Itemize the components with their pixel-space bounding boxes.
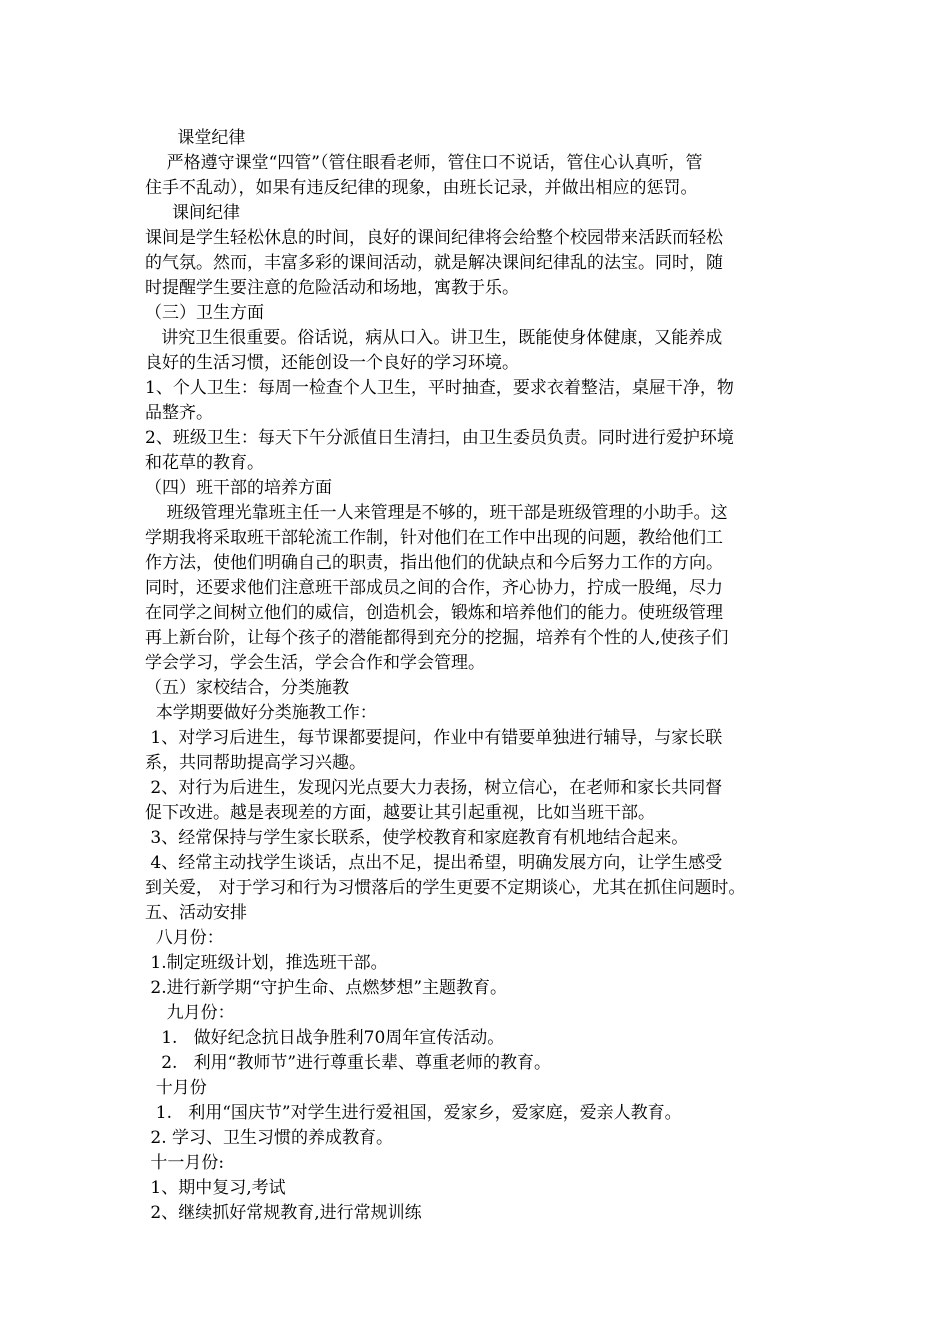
paragraph-line: 班级管理光靠班主任一人来管理是不够的，班干部是班级管理的小助手。这 (145, 503, 728, 523)
list-item: 到关爱， 对于学习和行为习惯落后的学生更要不定期谈心，尤其在抓住问题时。 (145, 878, 746, 898)
list-item: 和花草的教育。 (145, 453, 264, 473)
section-heading-home-school: （五）家校结合，分类施教 (145, 678, 349, 698)
month-heading: 十一月份: (145, 1153, 225, 1173)
list-item: 4、经常主动找学生谈话，点出不足，提出希望，明确发展方向，让学生感受 (145, 853, 723, 873)
paragraph-line: 严格遵守课堂“四管”（管住眼看老师，管住口不说话，管住心认真听，管 (145, 153, 703, 173)
paragraph-line: 同时，还要求他们注意班干部成员之间的合作，齐心协力，拧成一股绳，尽力 (145, 578, 723, 598)
list-item: 系，共同帮助提高学习兴趣。 (145, 753, 366, 773)
list-item: 1. 利用“国庆节”对学生进行爱祖国，爱家乡，爱家庭，爱亲人教育。 (145, 1103, 682, 1123)
list-item: 2. 学习、卫生习惯的养成教育。 (145, 1128, 394, 1148)
paragraph-line: 学期我将采取班干部轮流工作制，针对他们在工作中出现的问题，教给他们工 (145, 528, 723, 548)
heading-break-discipline: 课间纪律 (145, 203, 241, 223)
month-heading: 九月份： (145, 1003, 235, 1023)
list-item: 1、期中复习,考试 (145, 1178, 286, 1198)
paragraph-line: 时提醒学生要注意的危险活动和场地，寓教于乐。 (145, 278, 519, 298)
list-item: 2、班级卫生：每天下午分派值日生清扫，由卫生委员负责。同时进行爱护环境 (145, 428, 734, 448)
list-item: 3、经常保持与学生家长联系，使学校教育和家庭教育有机地结合起来。 (145, 828, 689, 848)
list-item: 2、对行为后进生，发现闪光点要大力表扬，树立信心，在老师和家长共同督 (145, 778, 723, 798)
list-item: 2、继续抓好常规教育,进行常规训练 (145, 1203, 422, 1223)
paragraph-line: 的气氛。然而，丰富多彩的课间活动，就是解决课间纪律乱的法宝。同时，随 (145, 253, 723, 273)
paragraph-line: 在同学之间树立他们的威信，创造机会，锻炼和培养他们的能力。使班级管理 (145, 603, 723, 623)
list-item: 品整齐。 (145, 403, 213, 423)
paragraph-line: 良好的生活习惯，还能创设一个良好的学习环境。 (145, 353, 519, 373)
paragraph-line: 本学期要做好分类施教工作： (145, 703, 377, 723)
section-heading-activities: 五、活动安排 (145, 903, 247, 923)
list-item: 1、对学习后进生，每节课都要提问，作业中有错要单独进行辅导，与家长联 (145, 728, 723, 748)
paragraph-line: 学会学习，学会生活，学会合作和学会管理。 (145, 653, 485, 673)
section-heading-class-cadres: （四）班干部的培养方面 (145, 478, 332, 498)
paragraph-line: 作方法，使他们明确自己的职责，指出他们的优缺点和今后努力工作的方向。 (145, 553, 723, 573)
list-item: 1.制定班级计划，推选班干部。 (145, 953, 388, 973)
list-item: 1、个人卫生：每周一检查个人卫生，平时抽查，要求衣着整洁，桌屉干净，物 (145, 378, 734, 398)
list-item: 1. 做好纪念抗日战争胜利70周年宣传活动。 (145, 1028, 505, 1048)
paragraph-line: 讲究卫生很重要。俗话说，病从口入。讲卫生，既能使身体健康，又能养成 (145, 328, 723, 348)
paragraph-line: 再上新台阶，让每个孩子的潜能都得到充分的挖掘，培养有个性的人,使孩子们 (145, 628, 729, 648)
list-item: 2. 利用“教师节”进行尊重长辈、尊重老师的教育。 (145, 1053, 552, 1073)
heading-classroom-discipline: 课堂纪律 (145, 128, 246, 148)
list-item: 促下改进。越是表现差的方面，越要让其引起重视，比如当班干部。 (145, 803, 655, 823)
list-item: 2.进行新学期“守护生命、点燃梦想”主题教育。 (145, 978, 508, 998)
month-heading: 八月份： (145, 928, 224, 948)
month-heading: 十月份 (145, 1078, 207, 1098)
paragraph-line: 住手不乱动），如果有违反纪律的现象，由班长记录，并做出相应的惩罚。 (145, 178, 698, 198)
section-heading-hygiene: （三）卫生方面 (145, 303, 264, 323)
paragraph-line: 课间是学生轻松休息的时间，良好的课间纪律将会给整个校园带来活跃而轻松 (145, 228, 723, 248)
